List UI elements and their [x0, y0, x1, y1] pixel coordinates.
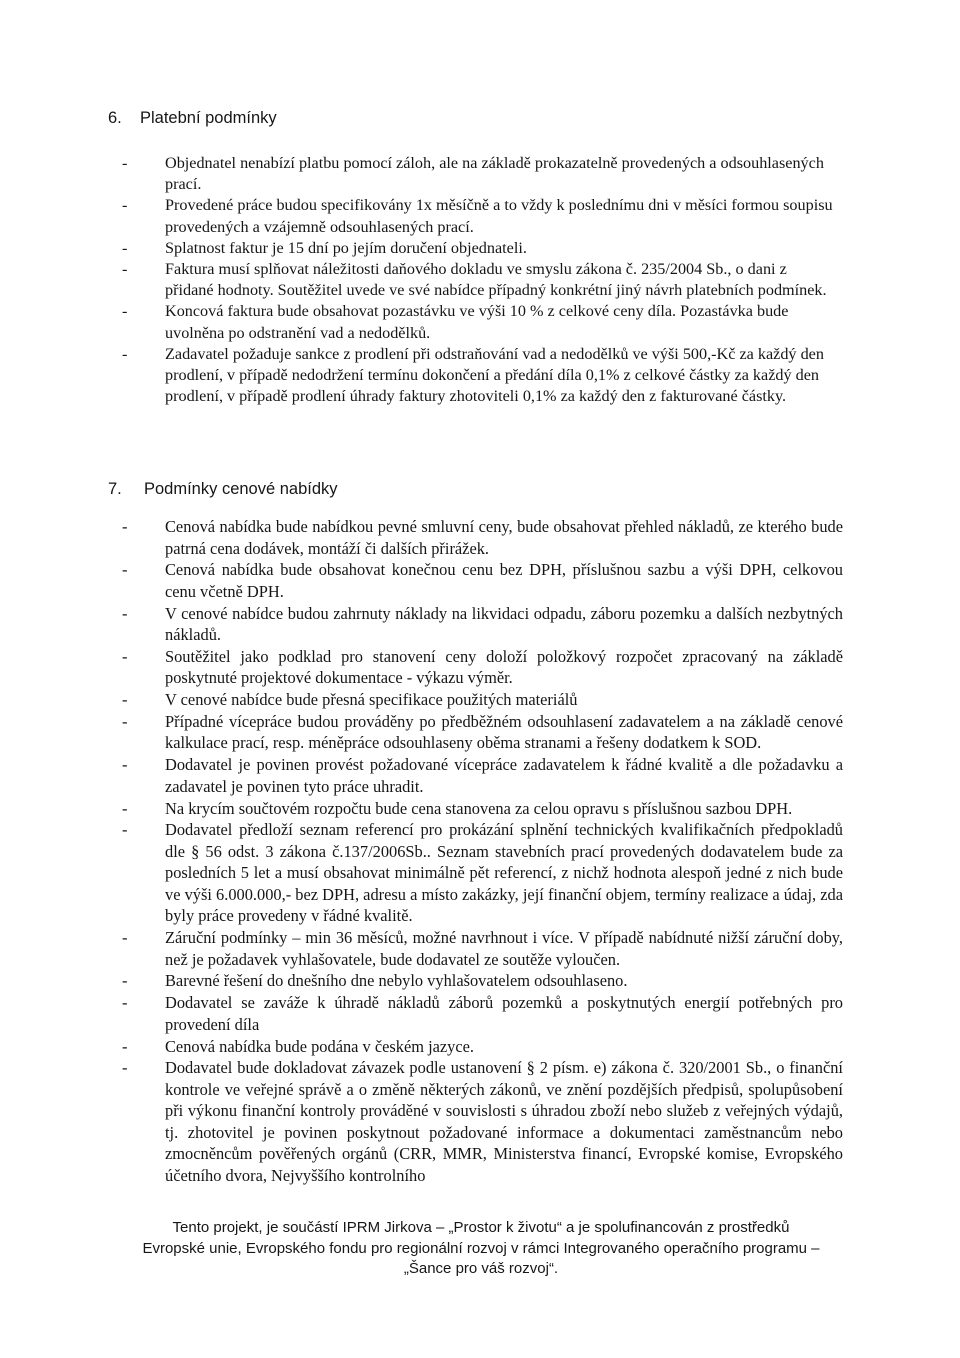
- page-footer: [86, 1218, 876, 1280]
- list-item: - Dodavatel se zaváže k úhradě nákladů záborů pozemků a poskytnutých energií potřebných pro provedení díla: [122, 992, 843, 1035]
- section-7-number: 7.: [108, 480, 122, 498]
- list-item: - Na krycím součtovém rozpočtu bude cena stanovena za celou opravu s příslušnou sazbou DPH.: [122, 798, 843, 820]
- list-item: - V cenové nabídce bude přesná specifikace použitých materiálů: [122, 689, 843, 711]
- list-item: - Soutěžitel jako podklad pro stanovení ceny doloží položkový rozpočet zpracovaný na základě poskytnuté projektové dokumentace - výkazu výměr.: [122, 646, 843, 689]
- list-item: - Cenová nabídka bude obsahovat konečnou cenu bez DPH, příslušnou sazbu a výši DPH, celkovou cenu včetně DPH.: [122, 559, 843, 602]
- list-item: - Dodavatel předloží seznam referencí pro prokázání splnění technických kvalifikačních předpokladů dle § 56 odst. 3 zákona č.137/2006Sb.. Seznam stavebních prací provedených dodavatelem bude za posledních 5 let a musí obsahovat minimálně pět referencí, z nichž hodnota alespoň jedné z nich bude ve výši 6.000.000,- bez DPH, adresu a místo zakázky, její finanční objem, termíny realizace a údaj, zda byly práce provedeny v řádné kvalitě.: [122, 819, 843, 927]
- list-item: - Případné vícepráce budou prováděny po předběžném odsouhlasení zadavatelem a na základě cenové kalkulace prací, resp. méněpráce odsouhlaseny oběma stranami a řešeny dodatkem k SOD.: [122, 711, 843, 754]
- list-item: - Zadavatel požaduje sankce z prodlení při odstraňování vad a nedodělků ve výši 500,-Kč za každý den prodlení, v případě nedodržení termínu dokončení a předání díla 0,1% z celkové částky za každý den prodlení, v případě prodlení úhrady faktury zhotoviteli 0,1% za každý den z fakturované částky.: [122, 344, 838, 408]
- list-item: - Objednatel nenabízí platbu pomocí záloh, ale na základě prokazatelně provedených a odsouhlasených prací.: [122, 153, 838, 195]
- section-6-title: Platební podmínky: [140, 109, 277, 127]
- list-item: - Cenová nabídka bude podána v českém jazyce.: [122, 1036, 843, 1058]
- footer-line-3: „Šance pro váš rozvoj“.: [403, 1260, 559, 1277]
- list-item: - V cenové nabídce budou zahrnuty náklady na likvidaci odpadu, záboru pozemku a dalších nezbytných nákladů.: [122, 603, 843, 646]
- section-6-list: [122, 153, 838, 407]
- footer-line-1: Tento projekt, je součástí IPRM Jirkova – „Prostor k životu“ a je spolufinancován z prostředků: [172, 1219, 790, 1236]
- list-item: - Dodavatel je povinen provést požadované vícepráce zadavatelem k řádné kvalitě a dle požadavku a zadavatel je povinen tyto práce uhradit.: [122, 754, 843, 797]
- section-7-list: [122, 516, 843, 1187]
- list-item: - Cenová nabídka bude nabídkou pevné smluvní ceny, bude obsahovat přehled nákladů, ze kterého bude patrná cena dodávek, montáží či dalších přirážek.: [122, 516, 843, 559]
- section-6-number: 6.: [108, 109, 122, 127]
- footer-line-2: Evropské unie, Evropského fondu pro regionální rozvoj v rámci Integrovaného operačního programu –: [142, 1239, 820, 1257]
- list-item: - Provedené práce budou specifikovány 1x měsíčně a to vždy k poslednímu dni v měsíci formou soupisu provedených a vzájemně odsouhlasených prací.: [122, 195, 838, 237]
- list-item: - Koncová faktura bude obsahovat pozastávku ve výši 10 % z celkové ceny díla. Pozastávka bude uvolněna po odstranění vad a nedodělků.: [122, 301, 838, 343]
- list-item: - Faktura musí splňovat náležitosti daňového dokladu ve smyslu zákona č. 235/2004 Sb., o dani z přidané hodnoty. Soutěžitel uvede ve své nabídce případný konkrétní jiný návrh platebních podmínek.: [122, 259, 838, 301]
- list-item: - Dodavatel bude dokladovat závazek podle ustanovení § 2 písm. e) zákona č. 320/2001 Sb., o finanční kontrole ve veřejné správě a o změně některých zákonů, ve znění pozdějších předpisů, spolupůsobení při výkonu finanční kontroly prováděné v souvislosti s úhradou zboží nebo služeb z veřejných výdajů, tj. zhotovitel je povinen poskytnout požadované informace a dokumentaci zaměstnancům nebo zmocněncům pověřených orgánů (CRR, MMR, Ministerstva financí, Evropské komise, Evropského účetního dvora, Nejvyššího kontrolního: [122, 1057, 843, 1186]
- section-7-title: Podmínky cenové nabídky: [144, 480, 338, 498]
- list-item: - Splatnost faktur je 15 dní po jejím doručení objednateli.: [122, 238, 838, 259]
- list-item: - Barevné řešení do dnešního dne nebylo vyhlašovatelem odsouhlaseno.: [122, 970, 843, 992]
- list-item: - Záruční podmínky – min 36 měsíců, možné navrhnout i více. V případě nabídnuté nižší záruční doby, než je požadavek vyhlašovatele, bude dodavatel ze soutěže vyloučen.: [122, 927, 843, 970]
